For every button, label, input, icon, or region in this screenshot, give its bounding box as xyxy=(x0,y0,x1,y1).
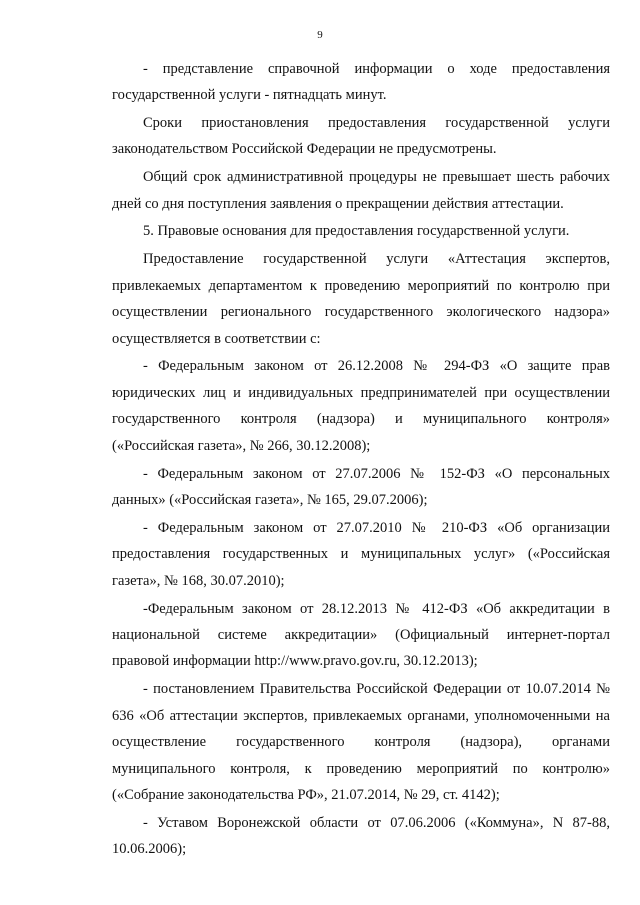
list-item-law-294: - Федеральным законом от 26.12.2008 № 294-ФЗ «О защите прав юридических лиц и индивидуальных предпринимателей при осуществлении государственного контроля (надзора) и муниципального контроля» («Российская газета», № 266, 30.12.2008); xyxy=(112,358,610,454)
list-item-law-210: - Федеральным законом от 27.07.2010 № 210-ФЗ «Об организации предоставления государственных и муниципальных услуг» («Российская газета», № 168, 30.07.2010); xyxy=(112,519,610,589)
page-number: 9 xyxy=(317,29,323,41)
paragraph-suspension-terms: Сроки приостановления предоставления государственной услуги законодательством Российской Федерации не предусмотрены. xyxy=(112,114,610,158)
list-item-law-412: -Федеральным законом от 28.12.2013 № 412-ФЗ «Об аккредитации в национальной системе аккредитации» (Официальный интернет-портал правовой информации http://www.pravo.gov.ru, 30.12.2013); xyxy=(112,600,610,670)
document-body xyxy=(112,54,610,863)
list-item-resolution-636: - постановлением Правительства Российской Федерации от 10.07.2014 № 636 «Об аттестации экспертов, привлекаемых органами, уполномоченными на осуществление государственного контроля (надзора), органами муниципального контроля, к проведению мероприятий по контролю» («Собрание законодательства РФ», 21.07.2014, № 29, ст. 4142); xyxy=(112,681,610,803)
paragraph-procedure-term: Общий срок административной процедуры не превышает шесть рабочих дней со дня поступления заявления о прекращении действия аттестации. xyxy=(112,169,610,212)
paragraph-info-time: - представление справочной информации о ходе предоставления государственной услуги - пятнадцать минут. xyxy=(112,60,610,103)
list-item-voronezh-charter: - Уставом Воронежской области от 07.06.2006 («Коммуна», N 87-88, 10.06.2006); xyxy=(112,814,610,858)
section-heading-legal-basis: 5. Правовые основания для предоставления государственной услуги. xyxy=(143,223,570,240)
paragraph-service-basis: Предоставление государственной услуги «Аттестация экспертов, привлекаемых департаментом к проведению мероприятий по контролю при осуществлении регионального государственного экологического надзора» осуществляется в соответствии с: xyxy=(112,251,610,347)
list-item-law-152: - Федеральным законом от 27.07.2006 № 152-ФЗ «О персональных данных» («Российская газета», № 165, 29.07.2006); xyxy=(112,465,610,508)
